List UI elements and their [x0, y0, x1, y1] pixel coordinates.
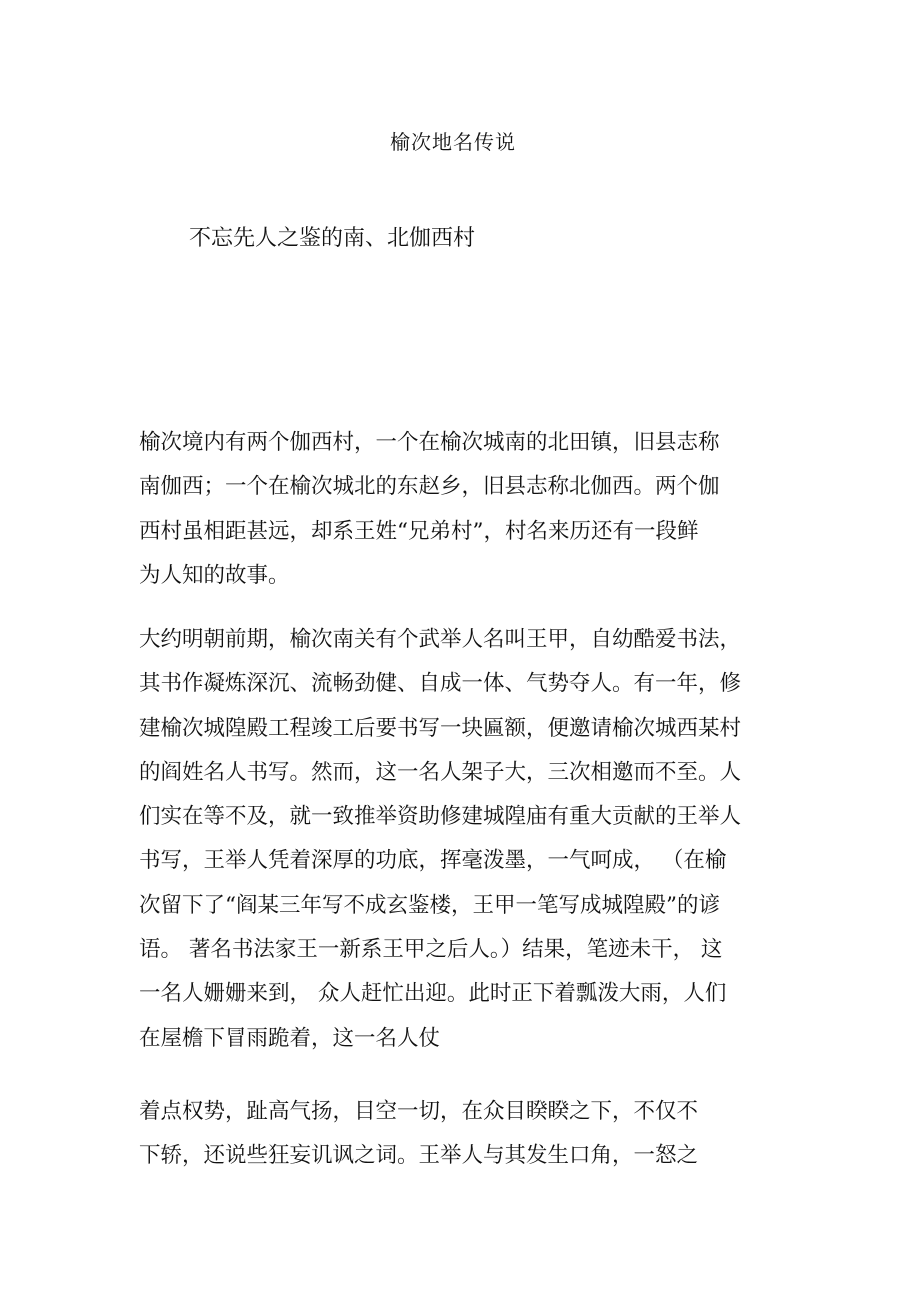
- section-heading: 不忘先人之鉴的南、北伽西村: [189, 226, 476, 251]
- text-line: 为人知的故事。: [139, 562, 290, 588]
- paragraph-2: [139, 618, 765, 1061]
- text-line: 的阎姓名人书写。然而，这一名人架子大，三次相邀而不至。人: [139, 759, 742, 785]
- text-line: 榆次境内有两个伽西村，一个在榆次城南的北田镇，旧县志称: [139, 430, 720, 455]
- text-line: 在屋檐下冒雨跪着，这一名人仗: [139, 1025, 441, 1051]
- text-line: 南伽西；一个在榆次城北的东赵乡，旧县志称北伽西。两个伽: [139, 474, 720, 500]
- text-line: 们实在等不及，就一致推举资助修建城隍庙有重大贡献的王举人: [139, 804, 742, 830]
- text-line: 建榆次城隍殿工程竣工后要书写一块匾额，便邀请榆次城西某村: [139, 715, 742, 741]
- text-line: 着点权势，趾高气扬，目空一切，在众目睽睽之下，不仅不: [139, 1099, 699, 1124]
- text-line: 一名人姗姗来到， 众人赶忙出迎。此时正下着瓢泼大雨，人们: [139, 981, 727, 1007]
- text-line: 次留下了“阎某三年写不成玄鉴楼，王甲一笔写成城隍殿”的谚: [139, 892, 720, 918]
- text-line: 下轿，还说些狂妄讥讽之词。王举人与其发生口角，一怒之: [139, 1143, 699, 1168]
- text-line: 西村虽相距甚远，却系王姓“兄弟村”，村名来历还有一段鲜: [139, 518, 699, 544]
- text-line: 语。 著名书法家王一新系王甲之后人。）结果，笔迹未干， 这: [139, 937, 723, 963]
- text-line: 其书作凝炼深沉、流畅劲健、自成一体、气势夺人。有一年，修: [139, 671, 742, 697]
- paragraph-3: [139, 1090, 765, 1178]
- document-title: 榆次地名传说: [390, 130, 516, 154]
- text-line: 大约明朝前期，榆次南关有个武举人名叫王甲，自幼酷爱书法，: [139, 627, 742, 652]
- text-line: 书写，王举人凭着深厚的功底，挥毫泼墨，一气呵成， （在榆: [139, 848, 727, 874]
- paragraph-1: [139, 421, 765, 598]
